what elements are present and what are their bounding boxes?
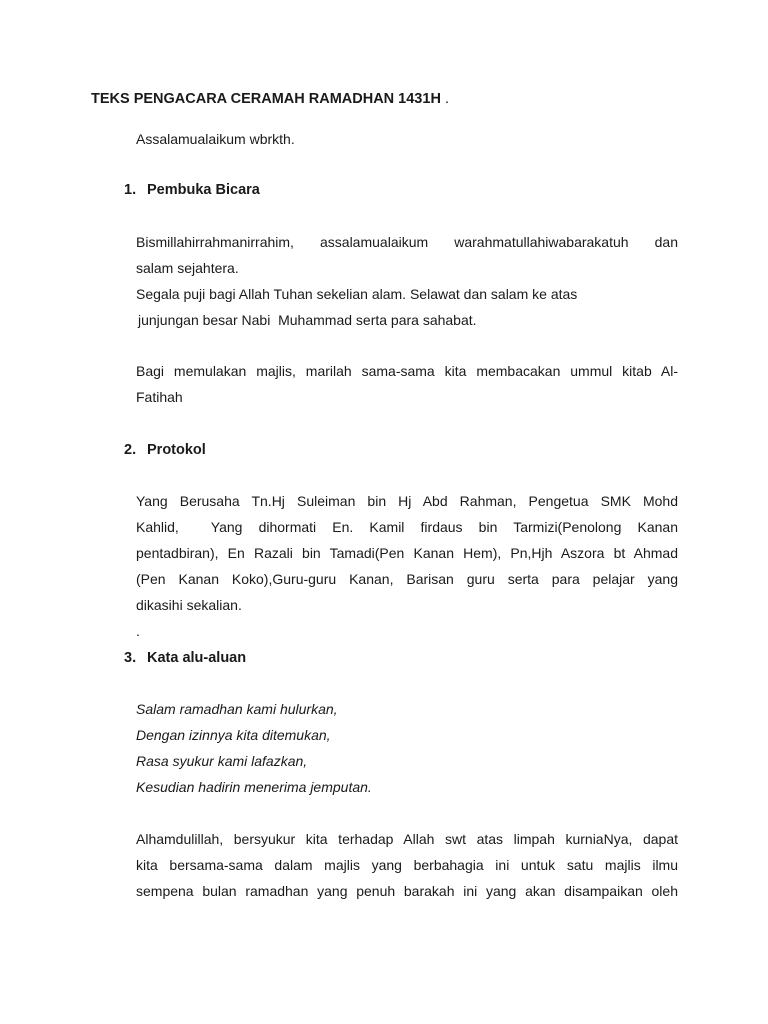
- section-heading-kata-alu-aluan: 3. Kata alu-aluan: [124, 650, 247, 666]
- paragraph-line: .: [136, 623, 140, 639]
- paragraph-line: Fatihah: [136, 389, 183, 405]
- paragraph-line: Alhamdulillah, bersyukur kita terhadap Allah swt atas limpah kurniaNya, dapat: [136, 831, 678, 847]
- poem-line: Dengan izinnya kita ditemukan,: [136, 727, 331, 743]
- paragraph-line: Bagi memulakan majlis, marilah sama-sama kita membacakan ummul kitab Al-: [136, 363, 678, 379]
- paragraph-line: (Pen Kanan Koko),Guru-guru Kanan, Barisan guru serta para pelajar yang: [136, 571, 678, 587]
- section-heading-pembuka-bicara: 1. Pembuka Bicara: [124, 182, 260, 198]
- paragraph-line: Bismillahirrahmanirrahim, assalamualaikum warahmatullahiwabarakatuh dan: [136, 234, 678, 250]
- poem-line: Salam ramadhan kami hulurkan,: [136, 701, 338, 717]
- paragraph-line: kita bersama-sama dalam majlis yang berbahagia ini untuk satu majlis ilmu: [136, 857, 678, 873]
- paragraph-line: Kahlid, Yang dihormati En. Kamil firdaus bin Tarmizi(Penolong Kanan: [136, 519, 678, 535]
- paragraph-line: pentadbiran), En Razali bin Tamadi(Pen Kanan Hem), Pn,Hjh Aszora bt Ahmad: [136, 545, 678, 561]
- paragraph-line: dikasihi sekalian.: [136, 597, 242, 613]
- document-title: TEKS PENGACARA CERAMAH RAMADHAN 1431H .: [91, 91, 449, 107]
- paragraph-line: junjungan besar Nabi Muhammad serta para sahabat.: [138, 312, 477, 328]
- paragraph-line: Segala puji bagi Allah Tuhan sekelian alam. Selawat dan salam ke atas: [136, 286, 578, 302]
- paragraph-line: sempena bulan ramadhan yang penuh barakah ini yang akan disampaikan oleh: [136, 883, 678, 899]
- poem-line: Kesudian hadirin menerima jemputan.: [136, 779, 372, 795]
- paragraph-line: Yang Berusaha Tn.Hj Suleiman bin Hj Abd Rahman, Pengetua SMK Mohd: [136, 493, 678, 509]
- section-heading-protokol: 2. Protokol: [124, 442, 206, 458]
- paragraph-line: salam sejahtera.: [136, 260, 239, 276]
- greeting: Assalamualaikum wbrkth.: [136, 131, 295, 147]
- poem-line: Rasa syukur kami lafazkan,: [136, 753, 308, 769]
